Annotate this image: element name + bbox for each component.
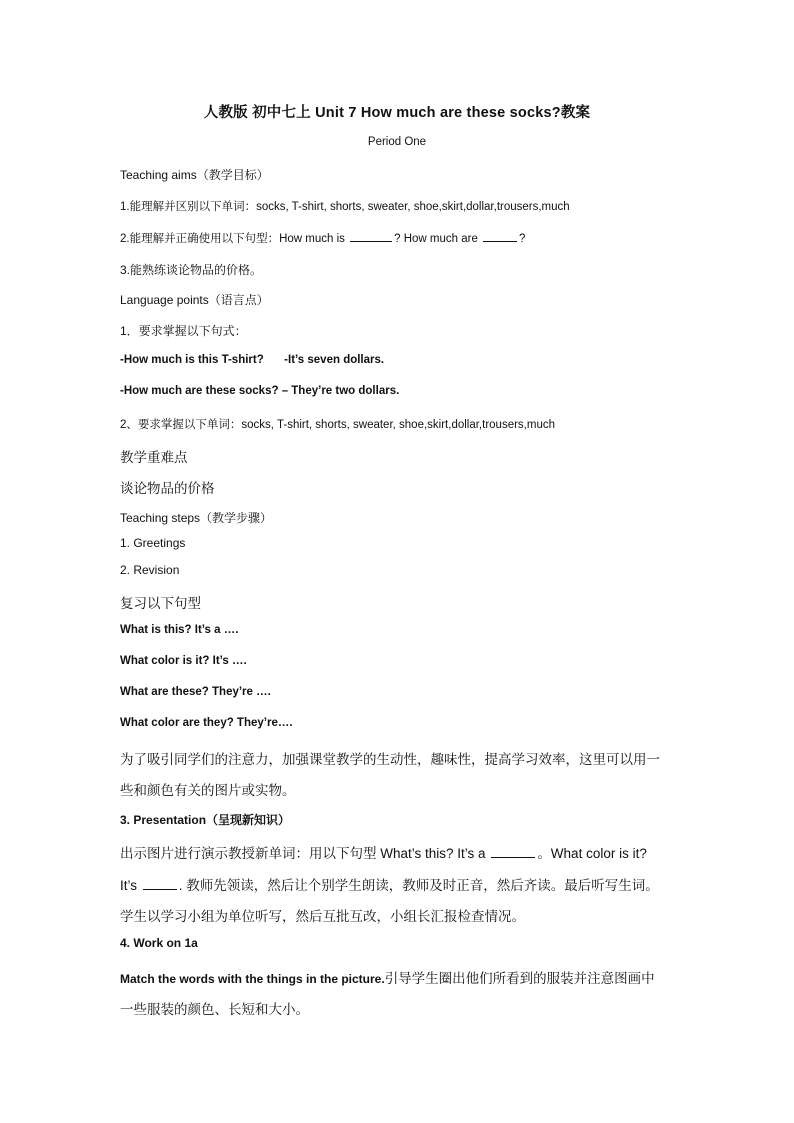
paragraph-1-line-2: 些和颜色有关的图片或实物。 xyxy=(120,783,296,798)
key-points-heading: 教学重难点 xyxy=(120,450,188,465)
page-subtitle: Period One xyxy=(367,136,427,148)
language-point-2: 2、要求掌握以下单词：socks, T-shirt, shorts, sweater, shoe,skirt,dollar,trousers,much xyxy=(120,419,555,431)
aim-2-part-b: ? How much are xyxy=(394,233,482,245)
paragraph-3-line-1 xyxy=(120,967,655,987)
paragraph-2-line-1 xyxy=(120,842,647,862)
language-point-1-example-2: -How much are these socks? – They’re two dollars. xyxy=(120,385,400,397)
review-heading: 复习以下句型 xyxy=(120,596,201,611)
step-3: 3. Presentation（呈现新知识） xyxy=(120,813,291,827)
blank-line xyxy=(491,856,535,858)
teaching-steps-heading: Teaching steps（教学步骤） xyxy=(120,511,273,525)
paragraph-3-line-1-part-a: Match the words with the things in the picture. xyxy=(120,972,385,986)
review-sentence-4: What color are they? They’re…. xyxy=(120,717,293,729)
blank-line xyxy=(350,240,392,242)
paragraph-3-line-2: 一些服装的颜色、长短和大小。 xyxy=(120,1002,309,1017)
example-question: -How much is this T-shirt? xyxy=(120,354,264,366)
blank-line xyxy=(483,240,517,242)
paragraph-2-line-3: 学生以学习小组为单位听写，然后互批互改，小组长汇报检查情况。 xyxy=(120,909,525,924)
review-sentence-3: What are these? They’re …. xyxy=(120,686,271,698)
teaching-aims-heading: Teaching aims（教学目标） xyxy=(120,168,269,182)
language-point-1: 1．要求掌握以下句式： xyxy=(120,324,247,338)
review-sentence-1: What is this? It’s a …. xyxy=(120,624,239,636)
aim-2-part-a: 2.能理解并正确使用以下句型：How much is xyxy=(120,233,349,245)
step-1: 1. Greetings xyxy=(120,536,186,550)
paragraph-2-line-2-part-b: . 教师先领读，然后让个别学生朗读，教师及时正音，然后齐读。最后听写生词。 xyxy=(178,878,659,893)
paragraph-2-line-1-part-a: 出示图片进行演示教授新单词：用以下句型 What’s this? It’s a xyxy=(120,846,490,861)
paragraph-2-line-2 xyxy=(120,874,659,894)
aim-2-part-c: ? xyxy=(519,233,526,245)
key-points-text: 谈论物品的价格 xyxy=(120,481,215,496)
paragraph-3-line-1-part-b: 引导学生圈出他们所看到的服装并注意图画中 xyxy=(384,971,655,986)
review-sentence-2: What color is it? It’s …. xyxy=(120,655,247,667)
paragraph-2-line-2-part-a: It’s xyxy=(120,878,141,893)
language-points-heading: Language points（语言点） xyxy=(120,293,269,307)
paragraph-1-line-1: 为了吸引同学们的注意力，加强课堂教学的生动性，趣味性，提高学习效率，这里可以用一 xyxy=(120,752,660,767)
step-2: 2. Revision xyxy=(120,563,180,577)
aim-2 xyxy=(120,230,525,246)
aim-1: 1.能理解并区别以下单词：socks, T-shirt, shorts, sweater, shoe,skirt,dollar,trousers,much xyxy=(120,201,570,213)
language-point-1-example-1 xyxy=(120,354,384,366)
paragraph-2-line-1-part-b: 。What color is it? xyxy=(537,846,647,861)
step-4: 4. Work on 1a xyxy=(120,936,198,950)
example-answer: -It’s seven dollars. xyxy=(284,354,385,366)
blank-line xyxy=(143,888,177,890)
page-title: 人教版 初中七上 Unit 7 How much are these socks?教案 xyxy=(203,105,591,121)
aim-3: 3.能熟练谈论物品的价格。 xyxy=(120,263,263,277)
